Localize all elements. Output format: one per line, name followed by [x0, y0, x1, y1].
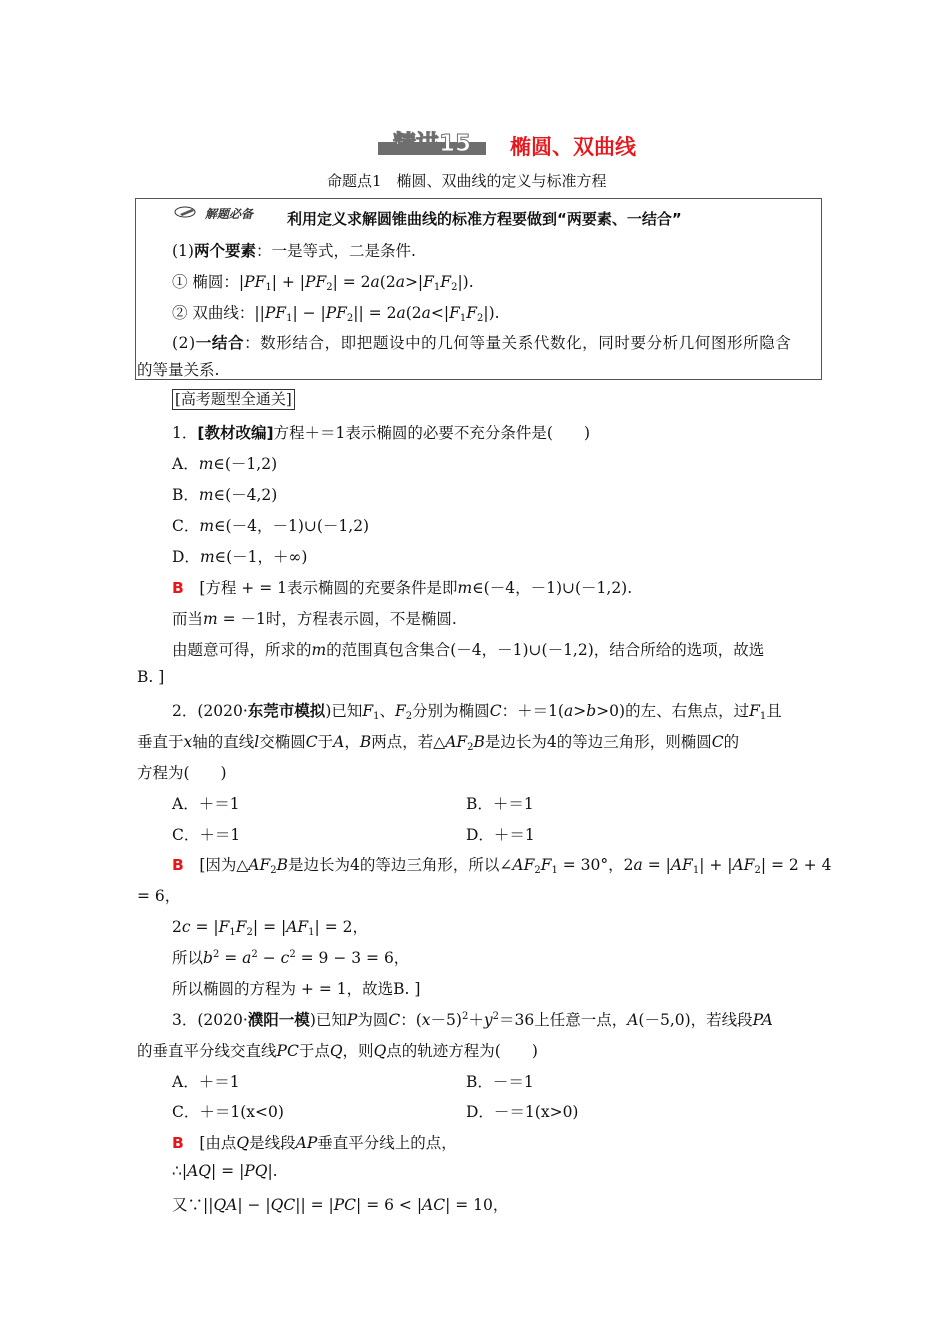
topic-subtitle: 命题点1 椭圆、双曲线的定义与标准方程 — [327, 172, 607, 190]
q3-solution-1: B [由点Q是线段AP垂直平分线上的点， — [172, 1134, 457, 1152]
q3-option-a: A．＋＝1 — [172, 1073, 240, 1091]
q1-answer: B — [172, 579, 184, 597]
q1-solution-2: 而当m = －1时，方程表示圆，不是椭圆. — [172, 610, 457, 628]
box-heading: 利用定义求解圆锥曲线的标准方程要做到“两要素、一结合” — [287, 210, 682, 228]
q1-option-b: B．m∈(－4,2) — [172, 486, 278, 504]
q2-stem-3: 方程为( ) — [137, 764, 227, 782]
box-line-5: 的等量关系. — [137, 361, 220, 379]
q3-stem-1: 3．(2020·濮阳一模)已知P为圆C：$(x-5)^2+y^2=36$上任意一点，A(－5,0)，若线段PA — [172, 1011, 773, 1029]
lesson-badge: 精讲15 — [392, 131, 471, 157]
section-tag: [高考题型全通关] — [172, 389, 295, 410]
box-label: 解题必备 — [205, 207, 254, 221]
lesson-title: 椭圆、双曲线 — [510, 135, 636, 159]
q1-solution-4: B. ] — [137, 668, 165, 686]
q1-option-d: D．m∈(－1，＋∞) — [172, 548, 308, 566]
q3-option-b: B．－＝1 — [466, 1073, 534, 1091]
q2-stem-1: 2．(2020·东莞市模拟)已知$F_1$、$F_2$分别为椭圆C：＋＝1(a>b>0)的左、右焦点，过$F_1$且 — [172, 702, 782, 722]
q2-option-c: C．＋＝1 — [172, 826, 241, 844]
q1-option-a: A．m∈(－1,2) — [172, 455, 278, 473]
q2-answer: B — [172, 856, 184, 874]
q3-answer: B — [172, 1134, 184, 1152]
q2-option-d: D．＋＝1 — [466, 826, 535, 844]
box-line-4: (2)一结合：数形结合，即把题设中的几何等量关系代数化，同时要分析几何图形所隐含 — [172, 334, 792, 352]
q2-option-a: A．＋＝1 — [172, 795, 240, 813]
q1-stem: 1．[教材改编]方程＋＝1表示椭圆的必要不充分条件是( ) — [172, 424, 591, 442]
box-line-1: (1)两个要素：一是等式，二是条件. — [172, 242, 416, 260]
q2-solution-3: $2c = |F_1F_2| = |AF_1| = 2$， — [172, 918, 368, 938]
q2-solution-4: 所以$b^2 = a^2 - c^2 = 9 - 3 = 6$， — [172, 949, 410, 967]
box-line-2: ① 椭圆：$|PF_1| + |PF_2| = 2a(2a>|F_1F_2|)$. — [172, 273, 474, 293]
q3-solution-2: ∴|AQ| = |PQ|. — [172, 1162, 278, 1180]
q2-solution-1: B [因为$\triangle AF_2B$是边长为4的等边三角形，所以$\angle AF_2F_1 = 30^\circ$，$2a = |AF_1| + |AF_2| = 2 + 4$ — [172, 856, 832, 876]
q2-solution-2: = 6， — [137, 887, 181, 905]
pencil-icon — [174, 206, 204, 218]
q1-solution-3: 由题意可得，所求的m的范围真包含集合(－4，－1)∪(－1,2)，结合所给的选项，故选 — [172, 641, 765, 659]
q3-solution-3: 又∵||QA| − |QC|| = |PC| = 6 < |AC| = 10， — [172, 1196, 509, 1214]
q1-solution-1: B [方程 + = 1表示椭圆的充要条件是即m∈(－4，－1)∪(－1,2). — [172, 579, 633, 597]
q3-option-c: C．＋＝1(x<0) — [172, 1103, 284, 1121]
q2-option-b: B．＋＝1 — [466, 795, 534, 813]
q1-option-c: C．m∈(－4，－1)∪(－1,2) — [172, 517, 370, 535]
q2-solution-5: 所以椭圆的方程为 + = 1，故选B. ] — [172, 980, 421, 998]
q3-option-d: D．－＝1(x>0) — [466, 1103, 579, 1121]
box-line-3: ② 双曲线：$||PF_1| - |PF_2|| = 2a(2a<|F_1F_2|)$. — [172, 304, 500, 324]
q2-stem-2: 垂直于x轴的直线l交椭圆C于A，B两点，若$\triangle AF_2B$是边长为4的等边三角形，则椭圆C的 — [137, 733, 740, 753]
q3-stem-2: 的垂直平分线交直线PC于点Q，则Q点的轨迹方程为( ) — [137, 1042, 538, 1060]
